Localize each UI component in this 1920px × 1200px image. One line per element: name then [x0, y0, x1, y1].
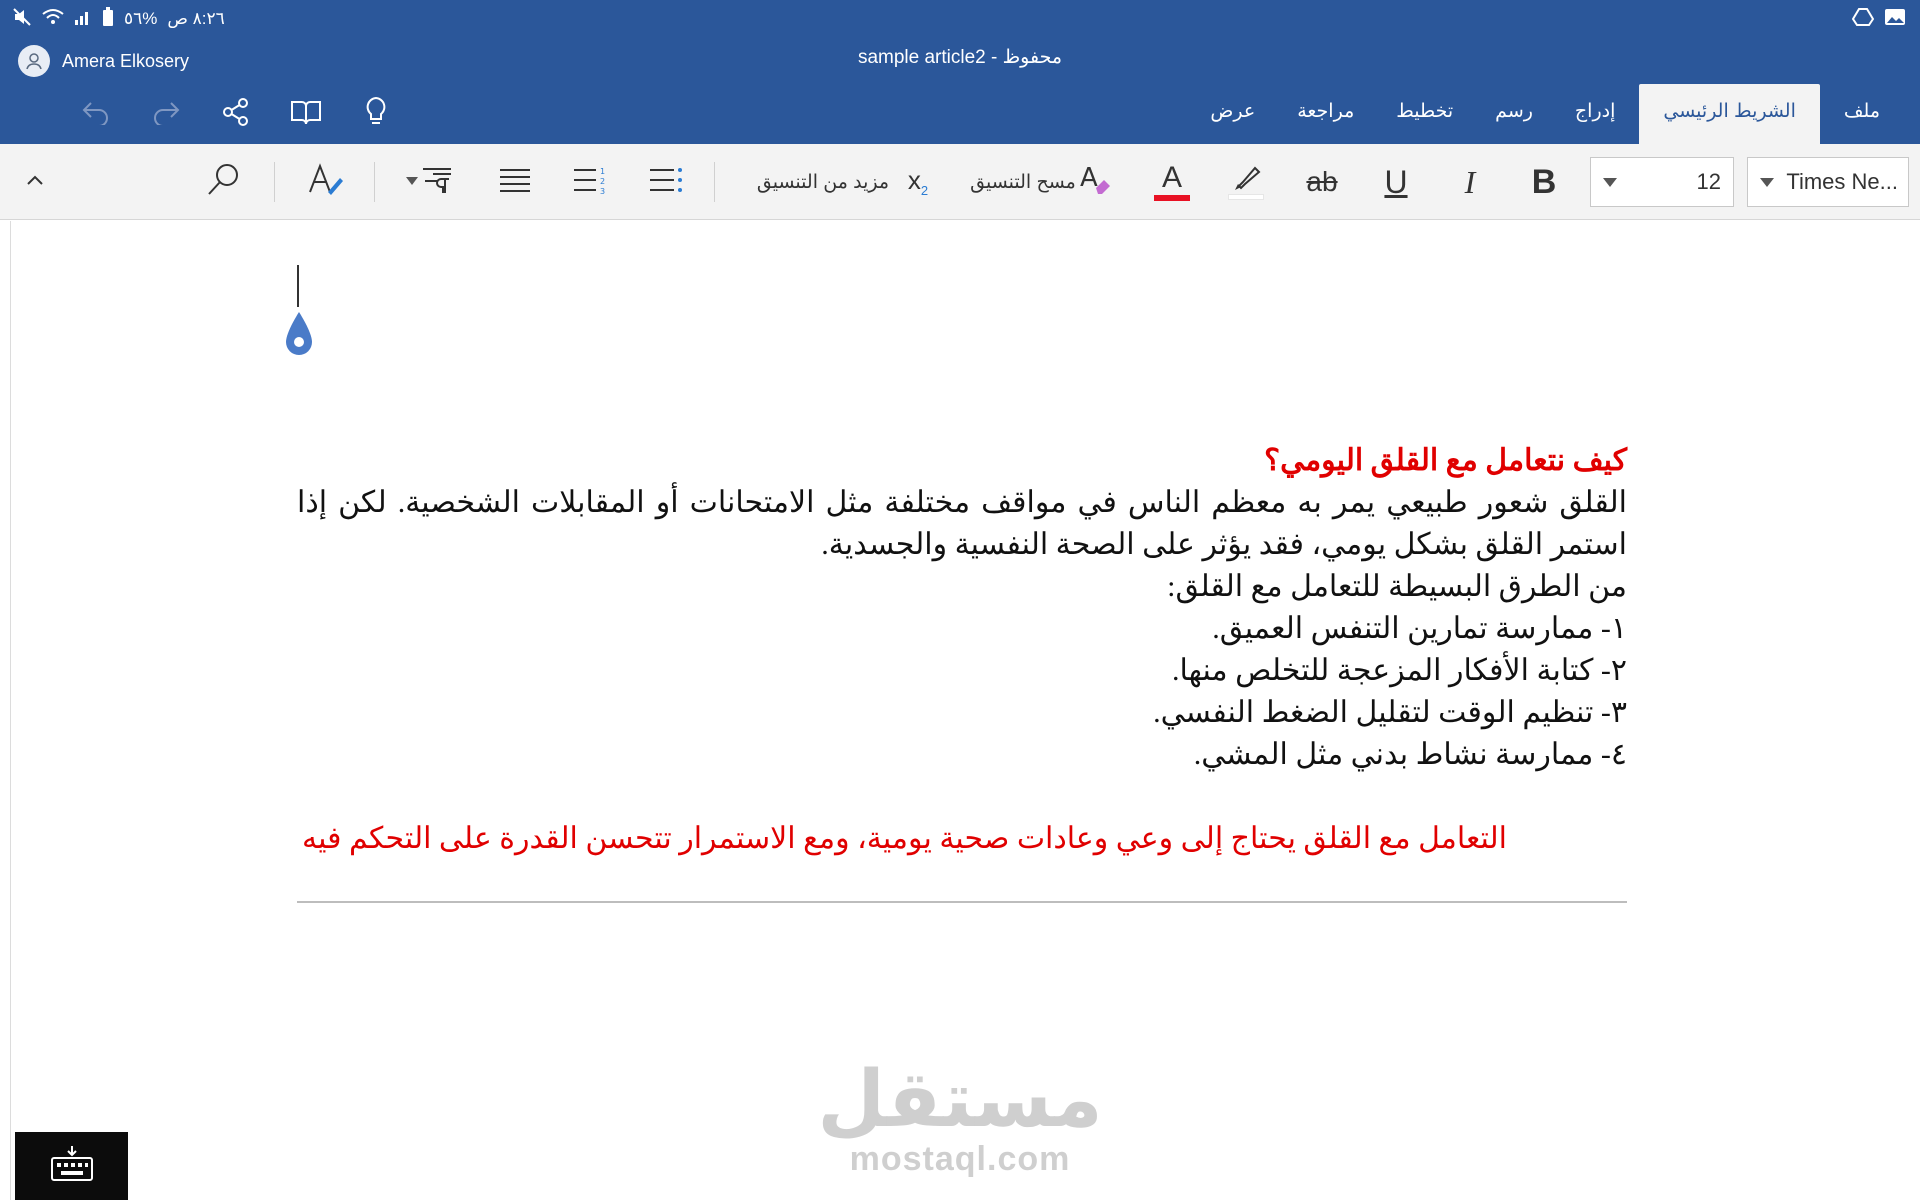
italic-button[interactable]: I — [1464, 163, 1476, 200]
tab-view[interactable]: عرض — [1210, 101, 1256, 122]
ribbon-toolbar — [0, 144, 1920, 220]
share-icon — [221, 97, 251, 132]
more-formatting-label: مزيد من التنسيق — [756, 171, 890, 193]
tab-file[interactable]: ملف — [1843, 101, 1880, 122]
chevron-up-icon — [26, 173, 44, 191]
tab-home[interactable]: الشريط الرئيسي — [1639, 84, 1819, 144]
article-conclusion: التعامل مع القلق يحتاج إلى وعي وعادات صحية يومية، ومع الاستمرار تتحسن القدرة على التحكم فيه — [302, 822, 1507, 855]
watermark — [810, 1055, 1110, 1179]
align-button[interactable] — [492, 158, 538, 206]
share-button[interactable] — [218, 96, 254, 132]
keyboard-toggle-button[interactable] — [15, 1132, 128, 1200]
styles-button[interactable] — [302, 158, 350, 206]
cursor-handle[interactable] — [284, 310, 314, 363]
user-name: Amera Elkosery — [62, 50, 190, 71]
bullets-button[interactable] — [643, 158, 689, 206]
paragraph-direction-button[interactable] — [398, 158, 460, 206]
status-bar-right — [1852, 6, 1906, 32]
find-button[interactable] — [200, 158, 246, 206]
numbered-list-icon — [572, 165, 608, 200]
list-item: ٢- كتابة الأفكار المزعجة للتخلص منها. — [1172, 654, 1627, 687]
pilcrow-rtl-icon — [419, 165, 453, 200]
horizontal-rule — [297, 901, 1627, 903]
tab-layout[interactable]: تخطيط — [1396, 101, 1454, 122]
highlight-button[interactable] — [1224, 158, 1268, 206]
strikethrough-button[interactable]: ab — [1306, 166, 1338, 197]
svg-text:2: 2 — [600, 176, 606, 186]
mute-icon — [12, 7, 32, 32]
signal-icon — [74, 8, 92, 31]
more-formatting-button[interactable] — [748, 158, 898, 206]
article-heading: كيف نتعامل مع القلق اليومي؟ — [1264, 444, 1627, 477]
watermark-arabic: مستقل — [817, 1055, 1103, 1145]
document-title[interactable]: sample article2 - محفوظ — [857, 47, 1063, 68]
collapse-ribbon-button[interactable] — [18, 158, 52, 206]
eraser-icon — [1078, 162, 1112, 202]
selection-handle-icon — [284, 345, 314, 362]
battery-icon — [102, 7, 114, 32]
align-lines-icon — [498, 166, 532, 199]
highlighter-icon — [1228, 164, 1264, 200]
font-size-select[interactable] — [1590, 157, 1734, 207]
document-body[interactable] — [297, 440, 1627, 860]
search-icon — [205, 162, 241, 203]
clear-formatting-button[interactable] — [966, 158, 1116, 206]
lightbulb-icon — [364, 96, 388, 133]
bullet-list-icon — [648, 165, 684, 200]
tab-insert[interactable]: إدراج — [1574, 101, 1616, 122]
quick-actions — [78, 94, 394, 134]
drive-icon — [1852, 7, 1874, 32]
redo-icon — [151, 99, 181, 130]
dropdown-arrow-icon — [1760, 178, 1774, 187]
font-color-icon: A — [1154, 163, 1190, 201]
svg-text:1: 1 — [600, 166, 606, 176]
subscript-icon: $x_2$ — [907, 165, 929, 199]
bold-button[interactable]: B — [1531, 162, 1557, 201]
book-icon — [290, 98, 322, 131]
list-item: ٣- تنظيم الوقت لتقليل الضغط النفسي. — [1153, 696, 1627, 729]
ribbon-separator — [374, 162, 375, 202]
svg-text:A: A — [1079, 163, 1098, 193]
font-color-button[interactable] — [1150, 158, 1194, 206]
undo-icon — [81, 99, 111, 130]
redo-button[interactable] — [148, 96, 184, 132]
list-intro: من الطرق البسيطة للتعامل مع القلق: — [1167, 570, 1627, 603]
ribbon-tabs — [1192, 84, 1898, 144]
tell-me-button[interactable] — [358, 96, 394, 132]
clock: ٨:٢٦ ص — [167, 9, 225, 28]
ribbon-separator — [274, 162, 275, 202]
subscript-button[interactable] — [900, 158, 936, 206]
dropdown-arrow-icon — [405, 173, 419, 191]
status-bar-left — [12, 6, 225, 32]
ribbon-separator — [714, 162, 715, 202]
underline-button[interactable]: U — [1384, 163, 1408, 200]
clear-formatting-label: مسح التنسيق — [970, 171, 1076, 193]
page-edge — [10, 221, 11, 1200]
styles-brush-icon — [306, 162, 346, 203]
keyboard-icon — [49, 1144, 95, 1189]
watermark-latin: mostaql.com — [849, 1140, 1071, 1178]
tab-review[interactable]: مراجعة — [1297, 101, 1355, 122]
font-size-value: 12 — [1696, 169, 1721, 194]
wifi-icon — [42, 8, 64, 31]
undo-button[interactable] — [78, 96, 114, 132]
battery-percent: ٥٦% — [124, 9, 158, 28]
tab-draw[interactable]: رسم — [1495, 101, 1533, 122]
title-bar — [0, 0, 1920, 144]
read-mode-button[interactable] — [288, 96, 324, 132]
svg-text:3: 3 — [600, 186, 606, 195]
dropdown-arrow-icon — [1603, 178, 1617, 187]
font-name-select[interactable] — [1747, 157, 1909, 207]
article-paragraph: القلق شعور طبيعي يمر به معظم الناس في مواقف مختلفة مثل الامتحانات أو المقابلات الشخصية. لكن إذا استمر القلق بشكل يومي، فقد يؤثر على الصحة النفسية والجسدية. — [297, 486, 1627, 561]
gallery-icon — [1884, 7, 1906, 32]
numbering-button[interactable] — [567, 158, 613, 206]
text-cursor — [297, 265, 299, 307]
list-item: ٤- ممارسة نشاط بدني مثل المشي. — [1193, 738, 1627, 771]
list-item: ١- ممارسة تمارين التنفس العميق. — [1212, 612, 1627, 645]
font-name-value: Times Ne... — [1786, 169, 1898, 194]
